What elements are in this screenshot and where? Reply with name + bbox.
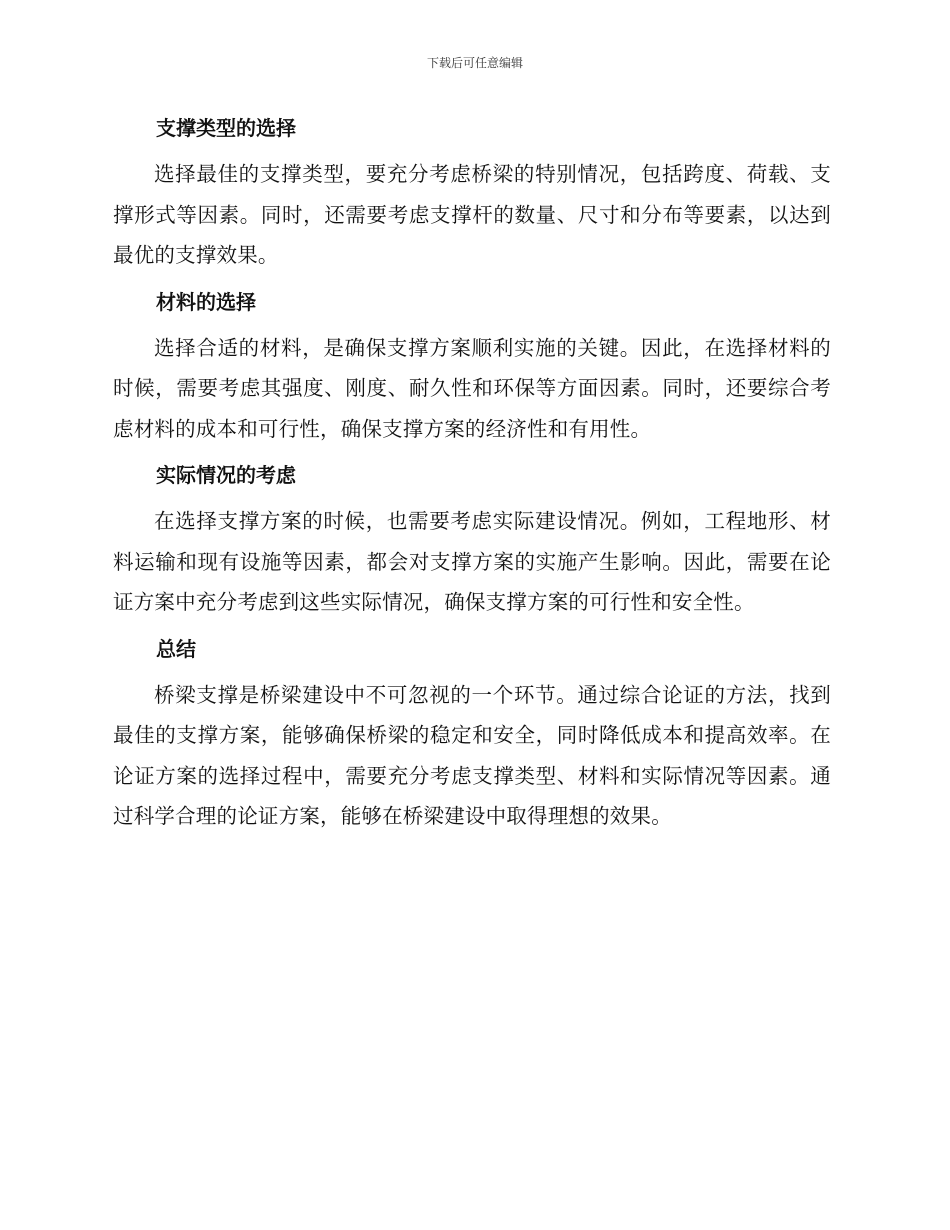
section-title: 材料的选择 [156,289,256,314]
section-paragraph: 选择合适的材料，是确保支撑方案顺利实施的关键。因此，在选择材料的时候，需要考虑其强度、刚度、耐久性和环保等方面因素。同时，还要综合考虑材料的成本和可行性，确保支撑方案的经济性和有用性。 [113,335,831,441]
section-support-type [113,108,831,276]
document-content [113,108,831,843]
section-title: 支撑类型的选择 [156,116,296,140]
section-material [113,282,831,450]
section-summary [113,629,831,837]
section-paragraph: 桥梁支撑是桥梁建设中不可忽视的一个环节。通过综合论证的方法，找到最佳的支撑方案，能够确保桥梁的稳定和安全，同时降低成本和提高效率。在论证方案的选择过程中，需要充分考虑支撑类型、材料和实际情况等因素。通过科学合理的论证方案，能够在桥梁建设中取得理想的效果。 [113,682,831,828]
section-actual-conditions [113,455,831,623]
section-title: 实际情况的考虑 [156,463,296,487]
header-note: 下载后可任意编辑 [426,56,523,70]
section-title: 总结 [156,636,196,661]
section-paragraph: 选择最佳的支撑类型，要充分考虑桥梁的特别情况，包括跨度、荷载、支撑形式等因素。同时，还需要考虑支撑杆的数量、尺寸和分布等要素，以达到最优的支撑效果。 [113,162,831,267]
section-paragraph: 在选择支撑方案的时候，也需要考虑实际建设情况。例如，工程地形、材料运输和现有设施等因素，都会对支撑方案的实施产生影响。因此，需要在论证方案中充分考虑到这些实际情况，确保支撑方案的可行性和安全性。 [113,509,831,614]
